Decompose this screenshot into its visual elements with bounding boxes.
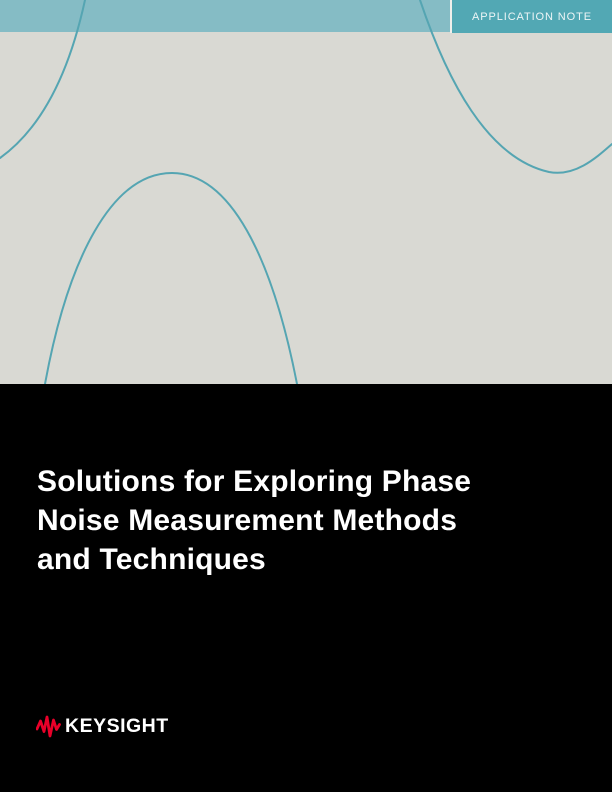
- page-title-line-1: Solutions for Exploring Phase: [37, 465, 472, 498]
- keysight-logo: [36, 714, 169, 738]
- cover-top-gray: [0, 0, 612, 384]
- header-strip: [0, 0, 450, 32]
- page-title-line-2: Noise Measurement Methods: [37, 504, 458, 537]
- page-title: [37, 462, 582, 579]
- keysight-wordmark: KEYSIGHT: [65, 714, 169, 737]
- curve-center-dome: [45, 173, 297, 384]
- decorative-curves: [0, 0, 612, 384]
- application-note-badge: [450, 0, 612, 33]
- cover-bottom-black: [0, 384, 612, 792]
- page-title-line-3: and Techniques: [37, 543, 266, 576]
- application-note-label: APPLICATION NOTE: [472, 10, 592, 23]
- keysight-spark-icon: [36, 715, 61, 738]
